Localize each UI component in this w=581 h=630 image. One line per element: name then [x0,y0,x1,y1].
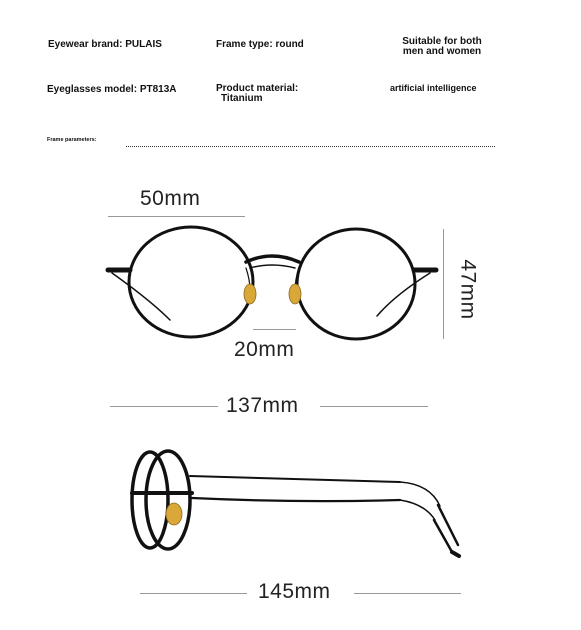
temple-tip [438,505,458,545]
temple-tip-lower [434,520,452,552]
material-label-line2: Titanium [221,93,263,104]
frame-width-label: 137mm [226,394,299,417]
extra-label: artificial intelligence [390,83,477,93]
side-front-rim-back [132,452,168,548]
side-nose-pad [166,503,182,525]
frame-type-label: Frame type: round [216,39,304,50]
material-label-line1: Product material: [216,83,299,94]
gender-label-line1: Suitable for both [402,36,482,47]
model-label: Eyeglasses model: PT813A [47,84,177,95]
temple-arm-upper [190,476,400,482]
temple-end [452,552,459,556]
lens-width-label: 50mm [140,187,201,210]
temple-bend [400,500,435,520]
brand-label: Eyewear brand: PULAIS [48,39,162,50]
lens-height-label: 47mm [456,259,480,320]
temple-arm [192,498,400,501]
frame-parameters-label: Frame parameters: [47,137,97,143]
gender-label-line2: men and women [402,46,482,57]
temple-length-label: 145mm [258,580,331,603]
bridge-label: 20mm [234,338,295,361]
temple-bend-top [400,482,440,506]
